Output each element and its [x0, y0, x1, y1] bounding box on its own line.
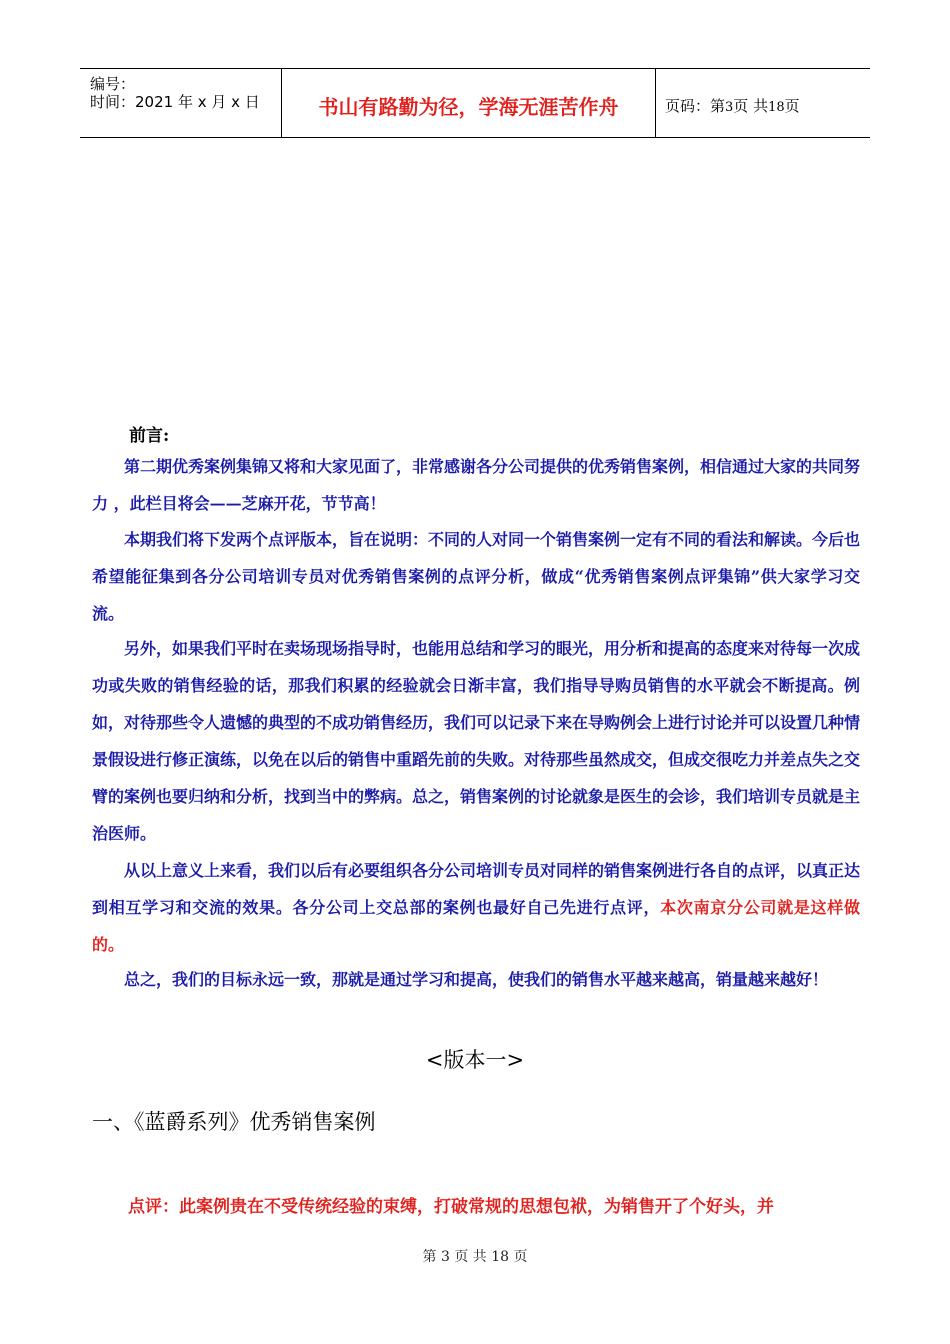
page-footer — [0, 1246, 950, 1266]
page-suffix: 页 — [784, 97, 800, 115]
paragraph-4-highlight: 本次南京分公司就是这样做的。 — [92, 898, 860, 954]
preface-paragraph-3: 另外，如果我们平时在卖场现场指导时，也能用总结和学习的眼光，用分析和提高的态度来对待每一次成功或失败的销售经验的话，那我们积累的经验就会日渐丰富，我们指导导购员销售的水平就会不断提高。例如，对待那些令人遗憾的典型的不成功销售经历，我们可以记录下来在导购例会上进行讨论并可以设置几种情景假设进行修正演练，以免在以后的销售中重蹈先前的失败。对待那些虽然成交，但成交很吃力并差点失之交臂的案例也要归纳和分析，找到当中的弊病。总之，销售案例的讨论就象是医生的会诊，我们培训专员就是主治医师。 — [92, 639, 861, 843]
page-prefix: 页码：第 — [665, 97, 726, 115]
section-title: 一、《蓝爵系列》优秀销售案例 — [92, 1110, 376, 1134]
page-mid: 页 共 — [733, 97, 769, 115]
header-meta-cell — [80, 69, 281, 137]
preface-paragraph-2: 本期我们将下发两个点评版本，旨在说明：不同的人对同一个销售案例一定有不同的看法和解读。今后也希望能征集到各分公司培训专员对优秀销售案例的点评分析，做成“优秀销售案例点评集锦”供大家学习交流。 — [92, 530, 861, 623]
page-total: 18 — [768, 100, 785, 115]
page-info — [665, 95, 800, 116]
document-header — [80, 68, 870, 138]
motto: 书山有路勤为径，学海无涯苦作舟 — [318, 95, 619, 119]
time-label: 时间：2021 年 x 月 x 日 — [90, 93, 260, 111]
preface-heading: 前言: — [129, 426, 170, 446]
header-page-cell — [655, 69, 870, 137]
version-title: <版本一> — [425, 1048, 525, 1072]
footer-prefix: 第 — [422, 1249, 437, 1265]
footer-suffix: 页 — [513, 1249, 528, 1265]
preface-paragraph-4 — [92, 852, 860, 963]
footer-current: 3 — [440, 1249, 450, 1265]
comment-text: 点评：此案例贵在不受传统经验的束缚，打破常规的思想包袱，为销售开了个好头，并 — [128, 1197, 774, 1217]
preface-paragraph-5: 总之，我们的目标永远一致，那就是通过学习和提高，使我们的销售水平越来越高，销量越来越好！ — [124, 970, 829, 989]
header-motto-cell — [281, 69, 656, 137]
footer-total: 18 — [491, 1249, 510, 1265]
preface-paragraph-1: 第二期优秀案例集锦又将和大家见面了，非常感谢各分公司提供的优秀销售案例，相信通过大家的共同努力 ，此栏目将会——芝麻开花，节节高！ — [92, 457, 861, 513]
footer-mid: 页 共 — [454, 1249, 487, 1265]
page-current: 3 — [725, 100, 734, 115]
paragraph-4-text: 从以上意义上来看，我们以后有必要组织各分公司培训专员对同样的销售案例进行各自的点评，以真正达到相互学习和交流的效果。各分公司上交总部的案例也最好自己先进行点评， — [92, 861, 861, 917]
number-label: 编号： — [90, 75, 136, 93]
